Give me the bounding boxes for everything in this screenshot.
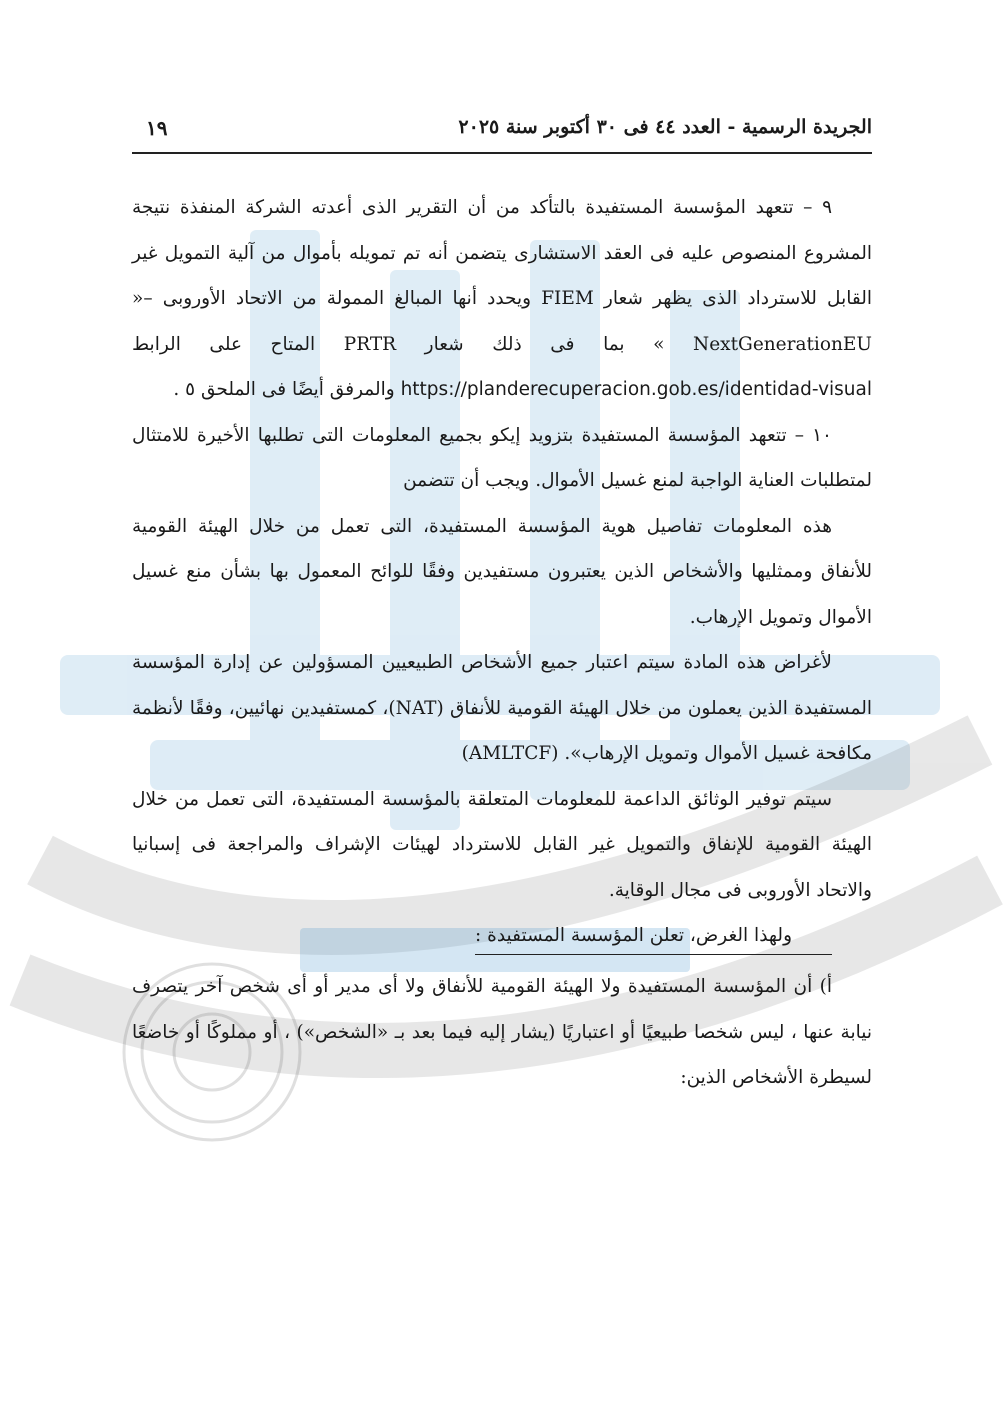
clause-10: ١٠ – تتعهد المؤسسة المستفيدة بتزويد إيكو بجميع المعلومات التى تطلبها الأخيرة للامتثال لمتطلبات العناية الواجبة لمنع غسيل الأموال. ويجب أن تتضمن	[132, 424, 872, 491]
body-text	[132, 185, 872, 1101]
paragraph-declaration	[132, 913, 872, 964]
header-title: الجريدة الرسمية - العدد ٤٤ فى ٣٠ أكتوبر سنة ٢٠٢٥	[458, 116, 872, 138]
clause-9-text: ٩ – تتعهد المؤسسة المستفيدة بالتأكد من أن التقرير الذى أعدته الشركة المنفذة نتيجة المشروع المنصوص عليه فى العقد الاستشارى يتضمن أنه تم تمويله بأموال من آلية التمويل غير القابل للاسترداد الذى يظهر شعار FIEM ويحدد أنها المبالغ الممولة من الاتحاد الأوروبى –« NextGenerationEU » بما فى ذلك شعار PRTR المتاح على الرابط	[132, 197, 872, 355]
paragraph-purposes: لأغراض هذه المادة سيتم اعتبار جميع الأشخاص الطبيعيين المسؤولين عن إدارة المؤسسة المستفيدة الذين يعملون من خلال الهيئة القومية للأنفاق (NAT)، كمستفيدين نهائيين، وفقًا لأنظمة مكافحة غسيل الأموال وتمويل الإرهاب». (AMLTCF)	[132, 652, 872, 764]
page-header	[132, 112, 872, 154]
paragraph-information: هذه المعلومات تفاصيل هوية المؤسسة المستفيدة، التى تعمل من خلال الهيئة القومية للأنفاق وممثليها والأشخاص الذين يعتبرون مستفيدين وفقًا للوائح المعمول بها بشأن منع غسيل الأموال وتمويل الإرهاب.	[132, 515, 872, 628]
clause-9-end: والمرفق أيضًا فى الملحق ٥ .	[173, 379, 395, 400]
clause-9-link[interactable]: https://planderecuperacion.gob.es/identidad-visual	[400, 379, 872, 400]
page-number: ١٩	[146, 116, 168, 140]
clause-9	[132, 185, 872, 413]
item-a: أ) أن المؤسسة المستفيدة ولا الهيئة القومية للأنفاق ولا أى مدير أو أى شخص آخر يتصرف نيابة عنها ، ليس شخصا طبيعيًا أو اعتباريًا (يشار إليه فيما بعد بـ «الشخص») ، أو مملوكًا أو خاضعًا لسيطرة الأشخاص الذين:	[132, 976, 872, 1088]
declaration-heading: ولهذا الغرض، تعلن المؤسسة المستفيدة :	[475, 918, 832, 955]
paragraph-documents: سيتم توفير الوثائق الداعمة للمعلومات المتعلقة بالمؤسسة المستفيدة، التى تعمل من خلال الهيئة القومية للإنفاق والتمويل غير القابل للاسترداد لهيئات الإشراف والمراجعة فى إسبانيا والاتحاد الأوروبى فى مجال الوقاية.	[132, 788, 872, 901]
